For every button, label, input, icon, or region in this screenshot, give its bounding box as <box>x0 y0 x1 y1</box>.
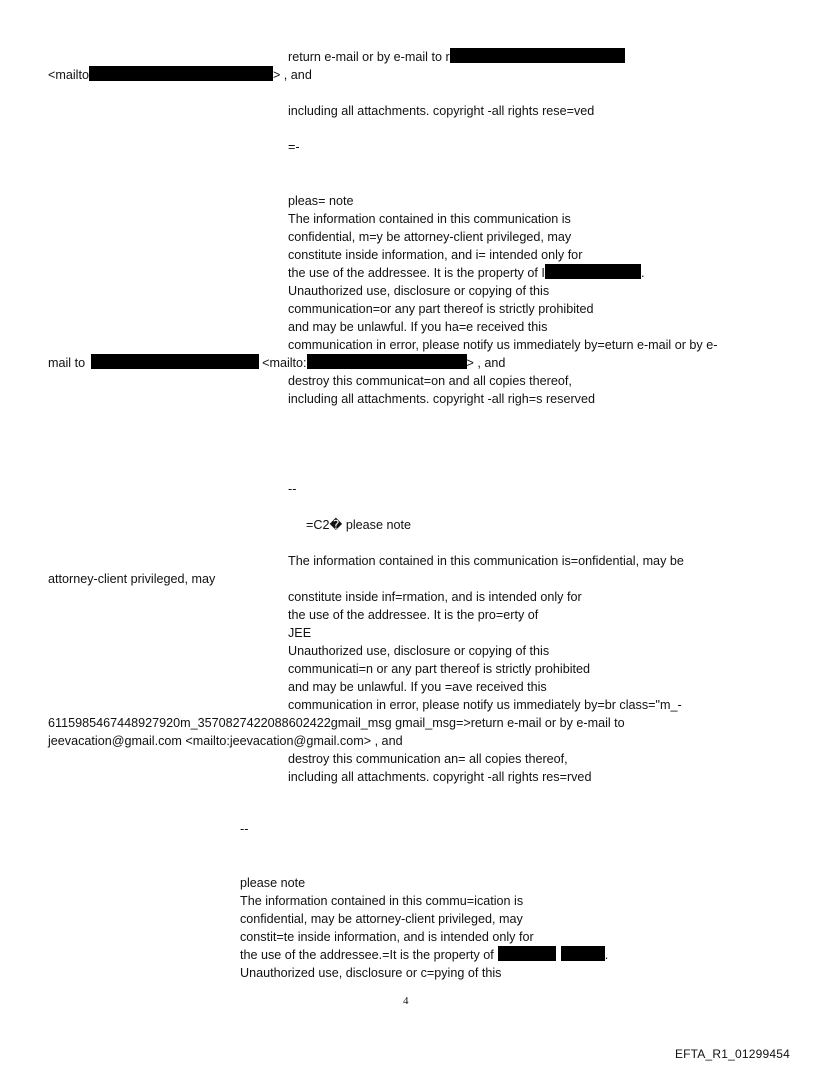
text-line: =- <box>288 140 300 154</box>
text-fragment: the use of the addressee. It is the property of I <box>288 266 545 280</box>
text-line: -- <box>240 822 249 836</box>
redaction-box <box>450 48 625 63</box>
text-line: constitute inside information, and i= intended only for <box>288 248 583 262</box>
redaction-box <box>545 264 641 279</box>
text-line: confidential, m=y be attorney-client privileged, may <box>288 230 572 244</box>
text-fragment: return e-mail or by e-mail to r <box>288 50 450 64</box>
text-line: Unauthorized use, disclosure or copying of this <box>288 644 550 658</box>
text-fragment: mail to <box>48 356 86 370</box>
redaction-box <box>89 66 273 81</box>
text-line: including all attachments. copyright -all rights res=rved <box>288 770 592 784</box>
text-line: destroy this communication an= all copies thereof, <box>288 752 568 766</box>
text-line: JEE <box>288 626 312 640</box>
text-line: Unauthorized use, disclosure or copying of this <box>288 284 550 298</box>
text-line: jeevacation@gmail.com <mailto:jeevacation@gmail.com> , and <box>48 734 403 748</box>
text-line: -- <box>288 482 297 496</box>
text-line: the use of the addressee. It is the pro=erty of <box>288 608 539 622</box>
text-line: 6115985467448927920m_3570827422088602422gmail_msg gmail_msg=>return e-mail or by e-mail to <box>48 716 625 730</box>
text-line: communication=or any part thereof is strictly prohibited <box>288 302 594 316</box>
text-line: The information contained in this commu=ication is <box>240 894 524 908</box>
text-line <box>288 264 644 282</box>
text-line: attorney-client privileged, may <box>48 572 216 586</box>
text-line <box>288 48 625 66</box>
text-line: including all attachments. copyright -all righ=s reserved <box>288 392 595 406</box>
redaction-box <box>307 354 467 369</box>
text-fragment: the use of the addressee.=It is the property of <box>240 948 494 962</box>
text-line <box>48 66 312 84</box>
text-line: The information contained in this communication is <box>288 212 571 226</box>
text-fragment: > , and <box>272 68 312 82</box>
text-fragment: <mailto <box>48 68 89 82</box>
redaction-box <box>561 946 605 961</box>
text-line: and may be unlawful. If you ha=e received this <box>288 320 548 334</box>
text-line: Unauthorized use, disclosure or c=pying of this <box>240 966 502 980</box>
page-number: 4 <box>403 995 409 1007</box>
text-line: including all attachments. copyright -all rights rese=ved <box>288 104 595 118</box>
text-fragment: . <box>604 948 609 962</box>
redaction-box <box>498 946 556 961</box>
text-line <box>48 354 505 372</box>
document-id-footer: EFTA_R1_01299454 <box>674 1047 790 1061</box>
text-line: The information contained in this communication is=onfidential, may be <box>288 554 684 568</box>
text-line: communication in error, please notify us immediately by=eturn e-mail or by e- <box>288 338 718 352</box>
text-fragment: . <box>640 266 645 280</box>
text-line: please note <box>240 876 306 890</box>
text-line <box>240 946 608 964</box>
text-line: confidential, may be attorney-client privileged, may <box>240 912 523 926</box>
text-line: constitute inside inf=rmation, and is intended only for <box>288 590 582 604</box>
text-line: communication in error, please notify us immediately by=br class="m_- <box>288 698 682 712</box>
text-line: =C2� please note <box>306 518 411 532</box>
redaction-box <box>91 354 259 369</box>
text-line: destroy this communicat=on and all copies thereof, <box>288 374 572 388</box>
text-line: and may be unlawful. If you =ave received this <box>288 680 547 694</box>
text-line: pleas= note <box>288 194 354 208</box>
text-line: constit=te inside information, and is intended only for <box>240 930 534 944</box>
text-line: communicati=n or any part thereof is strictly prohibited <box>288 662 591 676</box>
text-fragment: > , and <box>466 356 506 370</box>
text-fragment: <mailto: <box>262 356 307 370</box>
